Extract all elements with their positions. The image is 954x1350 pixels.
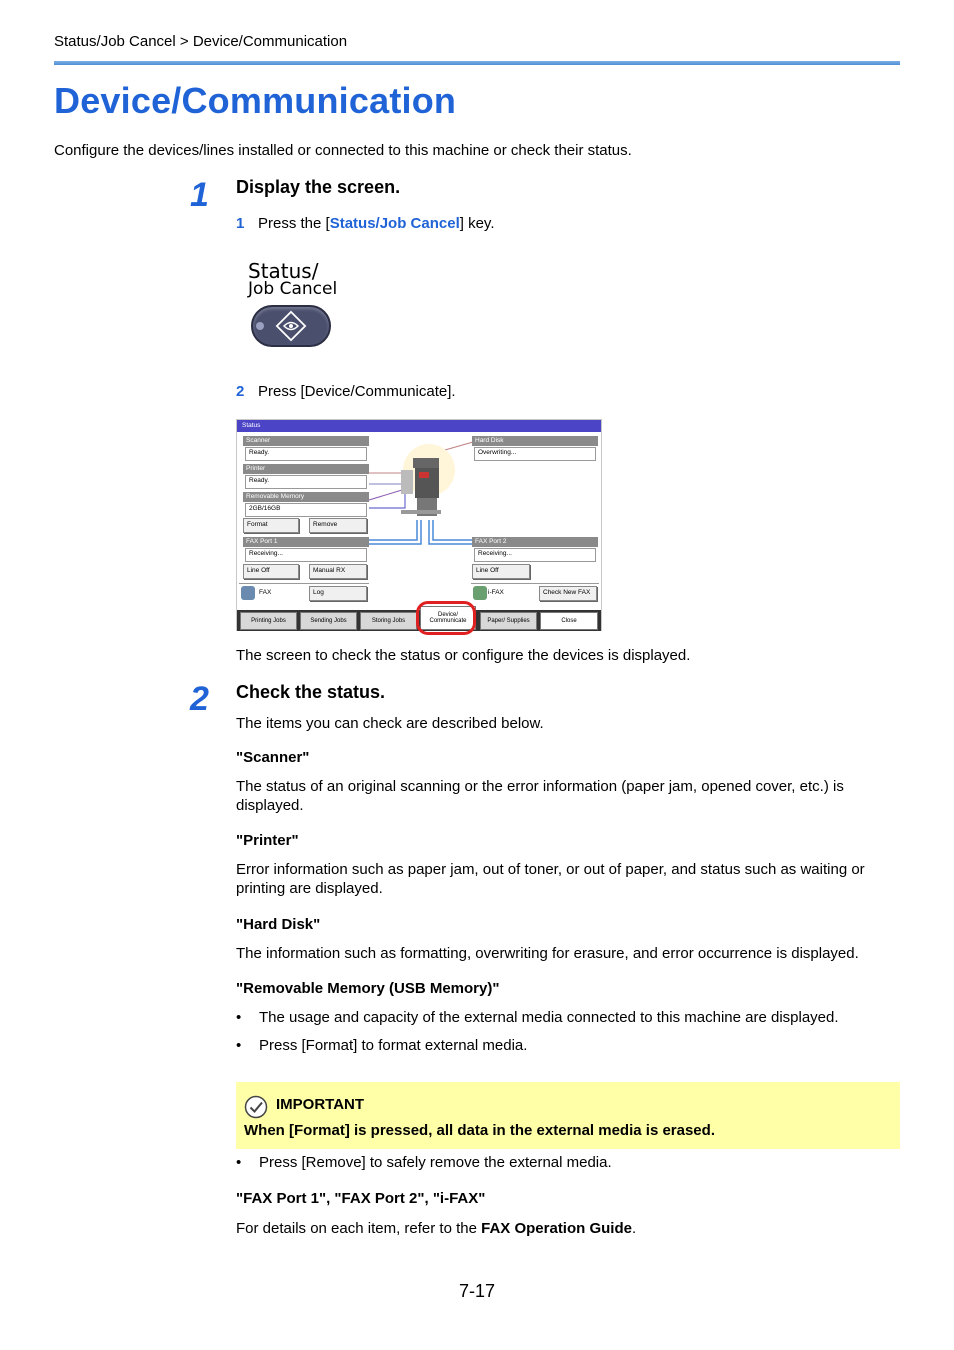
removable-memory-heading: "Removable Memory (USB Memory)" xyxy=(236,980,500,997)
step-2-desc: The items you can check are described below. xyxy=(236,715,544,732)
ifax-icon xyxy=(473,586,487,600)
step-2-title: Check the status. xyxy=(236,682,386,702)
hard-disk-value: Overwriting... xyxy=(474,447,596,461)
line-off-button-1[interactable]: Line Off xyxy=(243,564,299,579)
screen-header: Status xyxy=(237,420,601,432)
tab-device-communicate[interactable]: Device/ Communicate xyxy=(420,606,476,630)
printer-value: Ready. xyxy=(245,475,367,489)
step-1-sub-1 xyxy=(236,215,494,232)
fax-port-1-value: Receiving... xyxy=(245,548,367,562)
printer-heading: "Printer" xyxy=(236,832,299,849)
hard-disk-text: The information such as formatting, overwriting for erasure, and error occurrence is displayed. xyxy=(236,945,859,962)
step-2-number: 2 xyxy=(190,680,209,718)
fax-text-pre: For details on each item, refer to the xyxy=(236,1220,482,1237)
step-1-caption: The screen to check the status or configure the devices is displayed. xyxy=(236,647,691,664)
printer-status-box xyxy=(243,464,369,490)
important-box xyxy=(236,1082,900,1149)
hard-disk-heading: "Hard Disk" xyxy=(236,916,321,933)
bullet-text: Press [Format] to format external media. xyxy=(259,1037,528,1054)
tab-printing-jobs[interactable]: Printing Jobs xyxy=(240,612,297,630)
line-off-button-2[interactable]: Line Off xyxy=(472,564,530,579)
fax-port-1-box xyxy=(243,537,369,563)
fax-icon xyxy=(241,586,255,600)
step-1-title: Display the screen. xyxy=(236,177,401,197)
log-button[interactable]: Log xyxy=(309,586,367,601)
intro-text: Configure the devices/lines installed or connected to this machine or check their status. xyxy=(54,142,632,159)
sub-text: Press the [ xyxy=(258,215,330,232)
scanner-text: The status of an original scanning or the error information (paper jam, opened cover, etc.) is displayed. xyxy=(236,778,844,814)
remove-button[interactable]: Remove xyxy=(309,518,367,533)
bullet-item xyxy=(236,1009,839,1026)
page-number: 7-17 xyxy=(459,1281,496,1301)
removable-label: Removable Memory xyxy=(243,492,369,502)
status-job-cancel-key-ref: Status/Job Cancel xyxy=(329,215,460,232)
bullet-dot: • xyxy=(236,1037,242,1054)
key-label-line1: Status/ xyxy=(248,259,319,283)
bullet-item xyxy=(236,1154,612,1171)
printer-text: Error information such as paper jam, out of toner, or out of paper, and status such as waiting or printing are displayed. xyxy=(236,861,865,897)
format-button[interactable]: Format xyxy=(243,518,299,533)
manual-rx-button[interactable]: Manual RX xyxy=(309,564,367,579)
fax-text xyxy=(236,1219,636,1238)
sub-number: 1 xyxy=(236,215,245,232)
removable-value: 2GB/16GB xyxy=(245,503,367,517)
printer-label: Printer xyxy=(243,464,369,474)
page-title: Device/Communication xyxy=(54,80,457,121)
sub-number: 2 xyxy=(236,383,245,400)
step-1-sub-2 xyxy=(236,383,456,400)
sub-text: Press [Device/Communicate]. xyxy=(258,383,456,400)
key-label-line2: Job Cancel xyxy=(248,279,338,299)
tab-sending-jobs[interactable]: Sending Jobs xyxy=(300,612,357,630)
ifax-label: i-FAX xyxy=(488,589,504,596)
fax-port-1-label: FAX Port 1 xyxy=(243,537,369,547)
scanner-heading: "Scanner" xyxy=(236,749,310,766)
fax-port-2-value: Receiving... xyxy=(474,548,596,562)
header-rule xyxy=(54,61,900,65)
fax-label: FAX xyxy=(259,589,272,596)
fax-port-2-box xyxy=(472,537,598,563)
bullet-item xyxy=(236,1037,527,1054)
divider xyxy=(471,583,599,584)
breadcrumb: Status/Job Cancel > Device/Communication xyxy=(54,33,348,50)
step-1-number: 1 xyxy=(190,176,209,214)
fax-guide-ref: FAX Operation Guide xyxy=(481,1220,632,1237)
bullet-text: Press [Remove] to safely remove the external media. xyxy=(259,1154,612,1171)
hard-disk-box xyxy=(472,436,598,462)
hard-disk-label: Hard Disk xyxy=(472,436,598,446)
divider xyxy=(239,583,369,584)
close-button[interactable]: Close xyxy=(540,612,598,630)
key-indicator-dot xyxy=(256,322,264,330)
scanner-status-box xyxy=(243,436,369,462)
tab-paper-supplies[interactable]: Paper/ Supplies xyxy=(480,612,537,630)
fax-text-post: . xyxy=(631,1220,637,1237)
fax-port-2-label: FAX Port 2 xyxy=(472,537,598,547)
scanner-label: Scanner xyxy=(243,436,369,446)
bullet-dot: • xyxy=(236,1154,242,1171)
scanner-value: Ready. xyxy=(245,447,367,461)
check-new-fax-button[interactable]: Check New FAX xyxy=(539,586,597,601)
removable-memory-box xyxy=(243,492,369,518)
important-label: IMPORTANT xyxy=(276,1096,365,1113)
highlight-circle xyxy=(416,601,476,635)
bullet-dot: • xyxy=(236,1009,242,1026)
device-communicate-screen xyxy=(236,419,602,631)
important-text: When [Format] is pressed, all data in the external media is erased. xyxy=(244,1122,715,1139)
tab-storing-jobs[interactable]: Storing Jobs xyxy=(360,612,417,630)
sub-text: ] key. xyxy=(459,215,495,232)
check-circle-icon xyxy=(244,1095,268,1119)
fax-heading: "FAX Port 1", "FAX Port 2", "i-FAX" xyxy=(236,1190,486,1207)
bullet-text: The usage and capacity of the external media connected to this machine are displayed. xyxy=(259,1009,839,1026)
